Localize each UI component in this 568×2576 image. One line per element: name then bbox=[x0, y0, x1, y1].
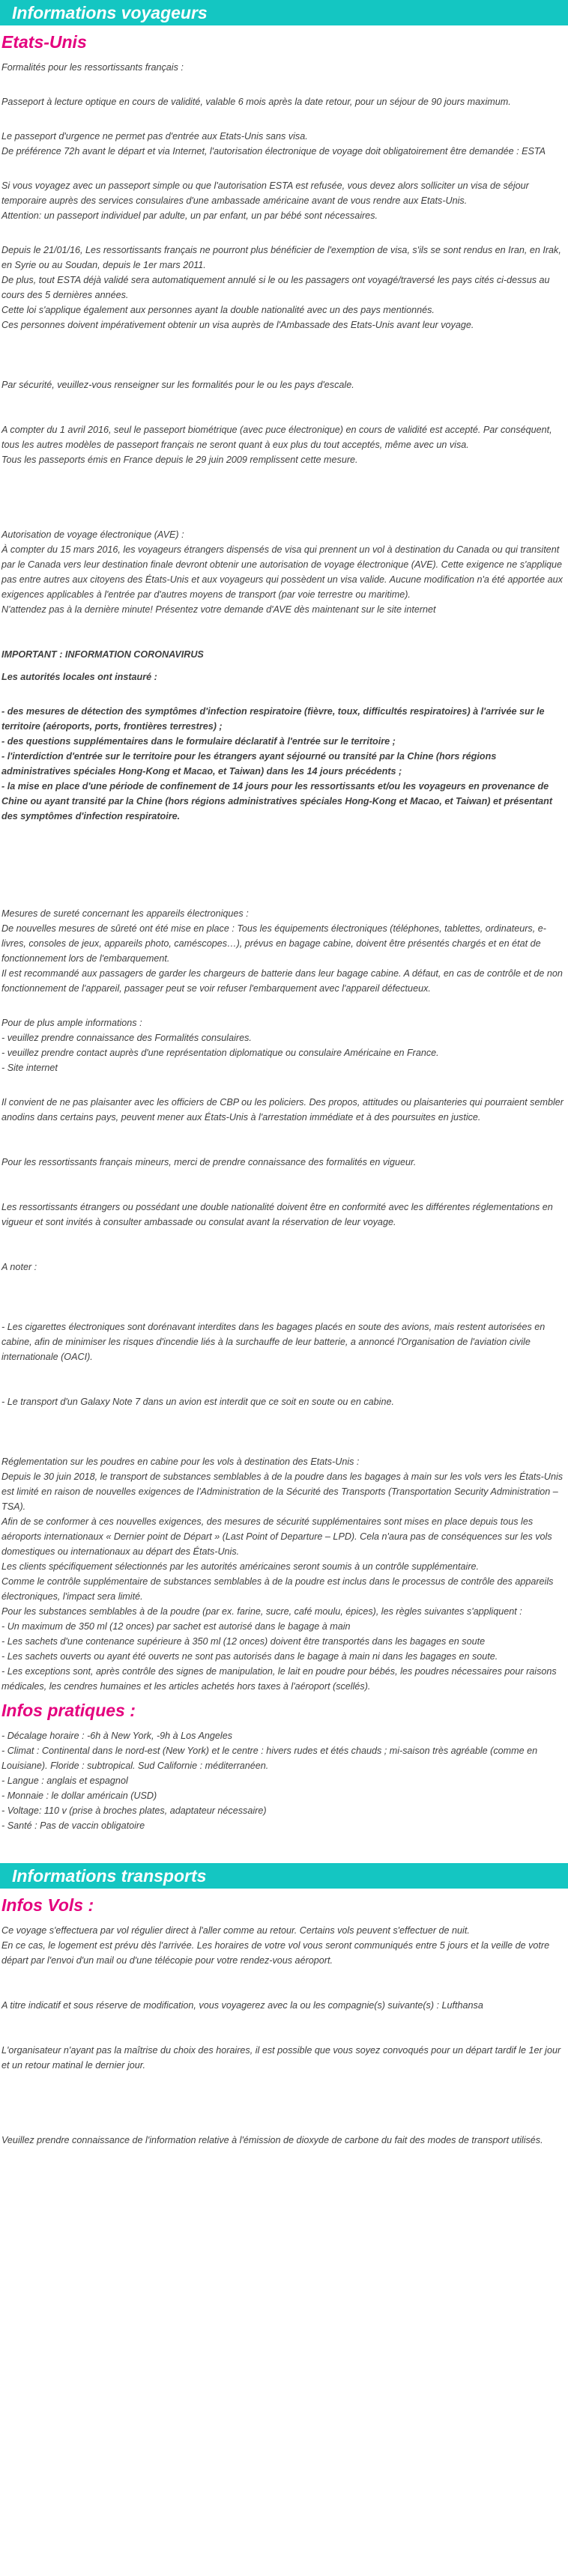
surete-text: Mesures de sureté concernant les appareils électroniques : De nouvelles mesures de sûreté ont été mise en place : Tous les équipements électroniques (téléphones, tablettes, ordinateurs, e-livres, consoles de jeux, appareils photo, caméscopes…), prévus en bagage cabine, doivent être présentés chargés et en état de fonctionnement lors de l'embarquement. Il est recommandé aux passagers de garder les chargeurs de batterie dans leur bagage cabine. A défaut, en cas de contrôle et de non fonctionnement de l'appareil, passager peut se voir refuser l'embarquement avec l'appareil défectueux. bbox=[1, 908, 563, 994]
cbp-text: Il convient de ne pas plaisanter avec les officiers de CBP ou les policiers. Des propos, attitudes ou plaisanteries qui pourraient sembler anodins dans certains pays, peuvent mener aux États-Unis à l'arrestation immédiate et à des poursuites en justice. bbox=[1, 1097, 564, 1123]
voyageurs-title: Etats-Unis bbox=[1, 32, 87, 52]
compagnie-text: A titre indicatif et sous réserve de modification, vous voyagerez avec la ou les compagnie(s) suivante(s) : Lufthansa bbox=[1, 2000, 483, 2011]
cigarettes-text: - Les cigarettes électroniques sont dorénavant interdites dans les bagages placés en soute des avions, mais restent autorisées en cabine, afin de minimiser les risques d'incendie liés à la surchauffe de leur batterie, a annoncé l'Organisation de l'aviation civile internationale (OACI). bbox=[1, 1322, 546, 1362]
coronavirus-intro: Les autorités locales ont instauré : bbox=[1, 672, 157, 682]
transports-banner: Informations transports bbox=[0, 1863, 568, 1889]
escale-text: Par sécurité, veuillez-vous renseigner sur les formalités pour le ou les pays d'escale. bbox=[1, 380, 354, 390]
voyageurs-content bbox=[0, 60, 568, 1694]
infos-pratiques-content bbox=[0, 1728, 568, 1833]
voyageurs-banner: Informations voyageurs bbox=[0, 0, 568, 25]
etrangers-text: Les ressortissants étrangers ou possédant une double nationalité doivent être en conformité avec les différentes réglementations en vigueur et sont invités à consulter ambassade ou consulat avant la réservation de leur voyage. bbox=[1, 1202, 553, 1227]
transports-content bbox=[0, 1923, 568, 2148]
pays-cites-text: Depuis le 21/01/16, Les ressortissants français ne pourront plus bénéficier de l'exemption de visa, s'ils se sont rendus en Iran, en Irak, en Syrie ou au Soudan, depuis le 1er mars 2011. De plus, tout ESTA déjà validé sera automatiquement annulé si le ou les passagers ont voyagé/traversé les pays cités ci-dessus au cours des 5 dernières années. Cette loi s'applique également aux personnes ayant la double nationalité avec un des pays mentionnés. Ces personnes doivent impérativement obtenir un visa auprès de l'Ambassade des Etats-Unis avant leur voyage. bbox=[1, 245, 561, 330]
infos-pratiques-title: Infos pratiques : bbox=[1, 1701, 136, 1720]
organisateur-text: L'organisateur n'ayant pas la maîtrise du choix des horaires, il est possible que vous soyez convoqués pour un départ tardif le 1er jour et un retour matinal le dernier jour. bbox=[1, 2045, 561, 2071]
infos-pratiques-list: - Décalage horaire : -6h à New York, -9h à Los Angeles - Climat : Continental dans le nord-est (New York) et le centre : hivers rudes et étés chauds ; mi-saison très agréable (comme en Louisiane). Floride : subtropical. Sud Californie : méditerranéen. - Langue : anglais et espagnol - Monnaie : le dollar américain (USD) - Voltage: 110 v (prise à broches plates, adaptateur nécessaire) - Santé : Pas de vaccin obligatoire bbox=[1, 1731, 538, 1831]
a-noter-label: A noter : bbox=[1, 1262, 37, 1272]
poudres-text: Réglementation sur les poudres en cabine pour les vols à destination des Etats-Unis : Depuis le 30 juin 2018, le transport de substances semblables à de la poudre dans les bagages à main sur les vols vers les États-Unis est limité en raison de nouvelles exigences de l'Administration de la Sécurité des Transports (Transportation Security Administration – TSA). Afin de se conformer à ces nouvelles exigences, des mesures de sécurité supplémentaires sont mises en place depuis tous les aéroports internationaux « Dernier point de Départ » (Last Point of Departure – LPD). Cela n'aura pas de conséquences sur les vols domestiques ou internationaux au départ des États-Unis. Les clients spécifiquement sélectionnés par les autorités américaines seront soumis à un contrôle supplémentaire. Comme le contrôle supplémentaire de substances semblables à de la poudre est inclus dans le processus de contrôle des appareils électroniques, l'impact sera limité. Pour les substances semblables à de la poudre (par ex. farine, sucre, café moulu, épices), les règles suivantes s'appliquent : - Un maximum de 350 ml (12 onces) par sachet est autorisé dans le bagage à main - Les sachets d'une contenance supérieure à 350 ml (12 onces) doivent être transportés dans les bagages en soute - Les sachets ouverts ou ayant été ouverts ne sont pas autorisés dans le bagage à main ni dans les bagages en soute. - Les exceptions sont, après contrôle des signes de manipulation, le lait en poudre pour bébés, les poudres nécessaires pour raisons médicales, les cendres humaines et les articles achetés hors taxes à l'aéroport (scellés). bbox=[1, 1456, 564, 1692]
coronavirus-measures: - des mesures de détection des symptômes d'infection respiratoire (fièvre, toux, difficultés respiratoires) à l'arrivée sur le territoire (aéroports, ports, frontières terrestres) ; - des questions supplémentaires dans le formulaire déclaratif à l'entrée sur le territoire ; - l'interdiction d'entrée sur le territoire pour les étrangers ayant séjourné ou transité par la Chine (hors régions administratives spéciales Hong-Kong et Macao, et Taiwan) dans les 14 jours précédents ; - la mise en place d'une période de confinement de 14 jours pour les ressortissants et/ou les voyageurs en provenance de Chine ou ayant transité par la Chine (hors régions administratives spéciales Hong-Kong et Macao, et Taiwan) et présentant des symptômes d'infection respiratoire. bbox=[1, 706, 553, 821]
ave-text: Autorisation de voyage électronique (AVE) : À compter du 15 mars 2016, les voyageurs étrangers dispensés de visa qui prennent un vol à destination du Canada ou qui transitent par le Canada vers leur destination finale devront obtenir une autorisation de voyage électronique (AVE). Cette exigence ne s'applique pas entre autres aux citoyens des États-Unis et aux voyageurs qui possèdent un visa valide. Aucune modification n'a été apportée aux exigences applicables à l'entrée par d'autres moyens de transport (par voie terrestre ou maritime). N'attendez pas à la dernière minute! Présentez votre demande d'AVE dès maintenant sur le site internet bbox=[1, 529, 563, 615]
esta-text: Le passeport d'urgence ne permet pas d'entrée aux Etats-Unis sans visa. De préférence 72h avant le départ et via Internet, l'autorisation électronique de voyage doit obligatoirement être demandée : ESTA bbox=[1, 131, 546, 157]
formalites-intro: Formalités pour les ressortissants français : bbox=[1, 62, 184, 73]
vols-text: Ce voyage s'effectuera par vol régulier direct à l'aller comme au retour. Certains vols peuvent s'effectuer de nuit. En ce cas, le logement est prévu dès l'arrivée. Les horaires de votre vol vous seront communiqués entre 5 jours et la veille de votre départ par l'envoi d'un mail ou d'une télécopie pour votre rendez-vous aéroport. bbox=[1, 1925, 550, 1966]
mineurs-text: Pour les ressortissants français mineurs, merci de prendre connaissance des formalités en vigueur. bbox=[1, 1157, 417, 1167]
galaxy-text: - Le transport d'un Galaxy Note 7 dans un avion est interdit que ce soit en soute ou en cabine. bbox=[1, 1397, 394, 1407]
co2-text: Veuillez prendre connaissance de l'information relative à l'émission de dioxyde de carbone du fait des modes de transport utilisés. bbox=[1, 2135, 543, 2145]
coronavirus-title: IMPORTANT : INFORMATION CORONAVIRUS bbox=[1, 649, 204, 660]
infos-vols-title: Infos Vols : bbox=[1, 1895, 94, 1915]
esta-refus-text: Si vous voyagez avec un passeport simple ou que l'autorisation ESTA est refusée, vous devez alors solliciter un visa de séjour temporaire auprès des services consulaires d'une ambassade américaine avant de vous rendre aux Etats-Unis. Attention: un passeport individuel par adulte, un par enfant, un par bébé sont nécessaires. bbox=[1, 180, 529, 221]
biometrique-text: A compter du 1 avril 2016, seul le passeport biométrique (avec puce électronique) en cours de validité est accepté. Par conséquent, tous les autres modèles de passeport français ne seront quant à eux plus du tout acceptés, même avec un visa. Tous les passeports émis en France depuis le 29 juin 2009 remplissent cette mesure. bbox=[1, 425, 552, 465]
plus-info-text: Pour de plus ample informations : - veuillez prendre connaissance des Formalités consulaires. - veuillez prendre contact auprès d'une représentation diplomatique ou consulaire Américaine en France. - Site internet bbox=[1, 1018, 439, 1073]
passeport-text: Passeport à lecture optique en cours de validité, valable 6 mois après la date retour, pour un séjour de 90 jours maximum. bbox=[1, 97, 511, 107]
